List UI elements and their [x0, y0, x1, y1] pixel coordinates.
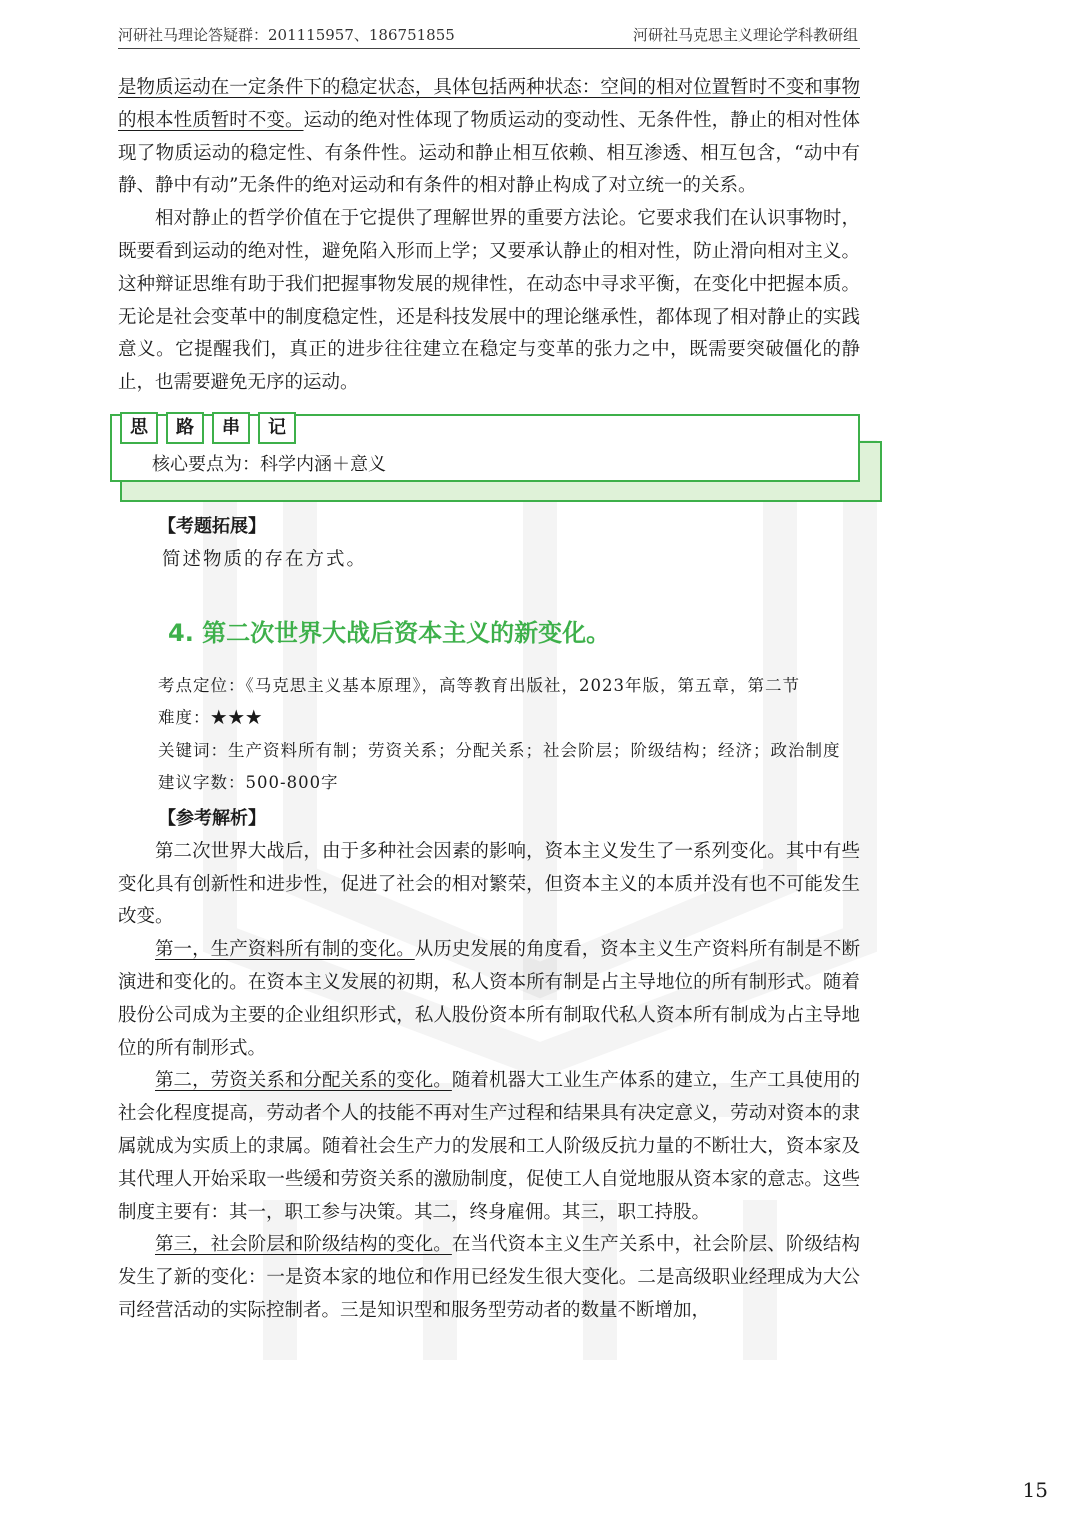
header-qq-group: 河研社马理论答疑群：201115957、186751855 — [118, 26, 455, 44]
intro-underlined-text: 是物质运动在一定条件下的稳定状态，具体包括两种状态：空间的相对位置暂时不变和事物的根本性质暂时不变。 — [118, 77, 860, 131]
analysis-paragraph-1: 第二次世界大战后，由于多种社会因素的影响，资本主义发生了一系列变化。其中有些变化具有创新性和进步性，促进了社会的相对繁荣，但资本主义的本质并没有也不可能发生改变。 — [118, 840, 860, 928]
keywords: 关键词：生产资料所有制；劳资关系；分配关系；社会阶层；阶级结构；经济；政治制度 — [158, 740, 841, 760]
header-divider — [118, 48, 860, 49]
exam-extension-heading: 【考题拓展】 — [158, 515, 266, 537]
analysis-heading: 【参考解析】 — [158, 807, 266, 829]
thinking-box-frame — [110, 414, 860, 482]
page-header — [118, 22, 858, 46]
thinking-box-tags — [120, 412, 296, 444]
page-number: 15 — [1022, 1478, 1048, 1502]
point-2-lead: 第二，劳资关系和分配关系的变化。 — [155, 1070, 452, 1092]
tag-lu: 路 — [166, 412, 204, 444]
point-1-lead: 第一，生产资料所有制的变化。 — [155, 939, 415, 961]
difficulty: 难度：★★★ — [158, 708, 263, 728]
section-title: 4. 第二次世界大战后资本主义的新变化。 — [168, 618, 611, 647]
intro-rest-text: 运动的绝对性体现了物质运动的变动性、无条件性，静止的相对性体现了物质运动的稳定性、有条件性。运动和静止相互依赖、相互渗透、相互包含，“动中有静、静中有动”无条件的绝对运动和有条件的相对静止构成了对立统一的关系。 — [118, 109, 860, 197]
exam-extension-question: 简述物质的存在方式。 — [162, 548, 368, 570]
tag-ji: 记 — [258, 412, 296, 444]
point-1-text: 从历史发展的角度看，资本主义生产资料所有制是不断演进和变化的。在资本主义发展的初期，私人资本所有制是占主导地位的所有制形式。随着股份公司成为主要的企业组织形式，私人股份资本所有制取代私人资本所有制成为占主导地位的所有制形式。 — [118, 939, 860, 1059]
header-org-name: 河研社马克思主义理论学科教研组 — [632, 26, 858, 44]
point-3-text: 在当代资本主义生产关系中，社会阶层、阶级结构发生了新的变化：一是资本家的地位和作用已经发生很大变化。二是高级职业经理成为大公司经营活动的实际控制者。三是知识型和服务型劳动者的数量不断增加， — [118, 1234, 860, 1321]
intro-paragraph — [118, 72, 860, 203]
analysis-paragraph-3 — [118, 1065, 860, 1229]
thinking-box — [110, 414, 860, 534]
paragraph-philosophical-value: 相对静止的哲学价值在于它提供了理解世界的重要方法论。它要求我们在认识事物时，既要看到运动的绝对性，避免陷入形而上学；又要承认静止的相对性，防止滑向相对主义。这种辩证思维有助于我们把握事物发展的规律性，在动态中寻求平衡，在变化中把握本质。无论是社会变革中的制度稳定性，还是科技发展中的理论继承性，都体现了相对静止的实践意义。它提醒我们，真正的进步往往建立在稳定与变革的张力之中，既需要突破僵化的静止，也需要避免无序的运动。 — [118, 208, 860, 394]
analysis-paragraph-4 — [118, 1229, 860, 1327]
point-3-lead: 第三，社会阶层和阶级结构的变化。 — [155, 1234, 452, 1256]
tag-chuan: 串 — [212, 412, 250, 444]
analysis-paragraph-2 — [118, 934, 860, 1065]
point-2-text: 随着机器大工业生产体系的建立，生产工具使用的社会化程度提高，劳动者个人的技能不再对生产过程和结果具有决定意义，劳动对资本的隶属就成为实质上的隶属。随着社会生产力的发展和工人阶级反抗力量的不断壮大，资本家及其代理人开始采取一些缓和劳资关系的激励制度，促使工人自觉地服从资本家的意志。这些制度主要有：其一，职工参与决策。其二，终身雇佣。其三，职工持股。 — [118, 1070, 860, 1223]
exam-location: 考点定位：《马克思主义基本原理》，高等教育出版社，2023年版，第五章，第二节 — [158, 675, 800, 695]
word-count: 建议字数：500-800字 — [158, 773, 339, 793]
page-content — [118, 72, 860, 1328]
tag-si: 思 — [120, 412, 158, 444]
thinking-box-text: 核心要点为：科学内涵＋意义 — [152, 453, 386, 475]
